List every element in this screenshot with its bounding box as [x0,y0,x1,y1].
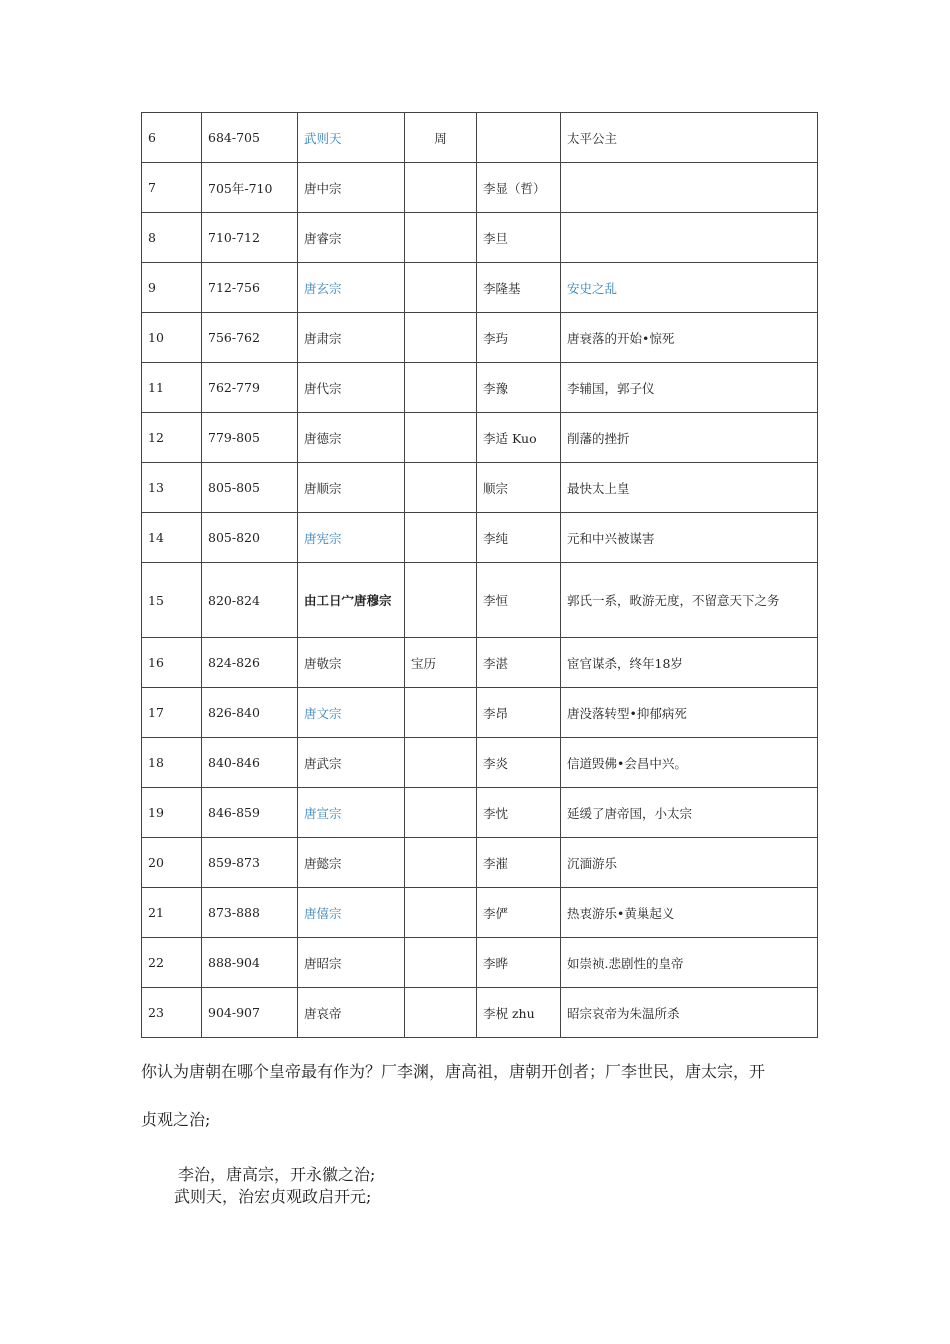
answer-line-2: 武则天，治宏贞观政启开元; [174,1187,372,1206]
cell-personal-name: 李适 Kuo [477,413,561,463]
cell-era: 周 [405,113,477,163]
answer-line-1: 李治，唐高宗，开永徽之治; [178,1165,376,1184]
cell-years: 826-840 [202,688,298,738]
cell-emperor: 唐顺宗 [298,463,405,513]
cell-years: 904-907 [202,988,298,1038]
cell-note [561,163,818,213]
table-row [142,788,818,838]
cell-era [405,988,477,1038]
cell-emperor: 唐哀帝 [298,988,405,1038]
cell-personal-name: 李恒 [477,563,561,638]
table-row [142,363,818,413]
cell-number: 7 [142,163,202,213]
cell-emperor-link[interactable]: 唐宪宗 [298,513,405,563]
cell-personal-name: 李俨 [477,888,561,938]
cell-note: 宦官谋杀，终年18岁 [561,638,818,688]
cell-emperor: 唐懿宗 [298,838,405,888]
cell-era [405,363,477,413]
cell-number: 6 [142,113,202,163]
cell-personal-name: 李纯 [477,513,561,563]
cell-personal-name: 李柷 zhu [477,988,561,1038]
cell-note: 唐没落转型•抑郁病死 [561,688,818,738]
cell-era [405,213,477,263]
cell-note: 沉湎游乐 [561,838,818,888]
cell-note: 太平公主 [561,113,818,163]
cell-personal-name: 李玙 [477,313,561,363]
cell-emperor: 唐武宗 [298,738,405,788]
cell-emperor: 由工日宀唐穆宗 [298,563,405,638]
cell-emperor: 唐德宗 [298,413,405,463]
cell-number: 11 [142,363,202,413]
cell-emperor-link[interactable]: 唐文宗 [298,688,405,738]
cell-note: 唐衰落的开始•惊死 [561,313,818,363]
cell-number: 10 [142,313,202,363]
cell-emperor: 唐代宗 [298,363,405,413]
table-row [142,988,818,1038]
cell-years: 712-756 [202,263,298,313]
cell-number: 16 [142,638,202,688]
table-row [142,888,818,938]
cell-era [405,163,477,213]
table-row [142,213,818,263]
cell-years: 762-779 [202,363,298,413]
cell-era [405,688,477,738]
cell-number: 15 [142,563,202,638]
table-row [142,263,818,313]
cell-emperor-link[interactable]: 武则天 [298,113,405,163]
cell-era [405,313,477,363]
cell-era [405,263,477,313]
cell-number: 9 [142,263,202,313]
cell-years: 805-820 [202,513,298,563]
cell-emperor: 唐中宗 [298,163,405,213]
cell-era [405,513,477,563]
cell-years: 705年-710 [202,163,298,213]
table-row [142,563,818,638]
cell-personal-name: 李豫 [477,363,561,413]
cell-era [405,938,477,988]
cell-years: 888-904 [202,938,298,988]
cell-number: 20 [142,838,202,888]
cell-note: 郭氏一系，畋游无度，不留意天下之务 [561,563,818,638]
cell-era [405,738,477,788]
cell-era: 宝历 [405,638,477,688]
cell-number: 22 [142,938,202,988]
cell-years: 710-712 [202,213,298,263]
cell-years: 684-705 [202,113,298,163]
cell-note: 热衷游乐•黄巢起义 [561,888,818,938]
cell-note: 信道毁佛•会昌中兴。 [561,738,818,788]
table-row [142,638,818,688]
cell-number: 13 [142,463,202,513]
cell-emperor: 唐昭宗 [298,938,405,988]
cell-note: 李辅国，郭子仪 [561,363,818,413]
table-row [142,688,818,738]
table-row [142,463,818,513]
cell-years: 824-826 [202,638,298,688]
cell-note-link[interactable]: 安史之乱 [561,263,818,313]
cell-era [405,788,477,838]
cell-emperor-link[interactable]: 唐僖宗 [298,888,405,938]
emperor-table [141,112,818,1038]
cell-years: 805-805 [202,463,298,513]
cell-era [405,413,477,463]
cell-number: 17 [142,688,202,738]
cell-note [561,213,818,263]
cell-personal-name: 顺宗 [477,463,561,513]
cell-number: 23 [142,988,202,1038]
cell-number: 18 [142,738,202,788]
cell-era [405,888,477,938]
cell-personal-name [477,113,561,163]
table-row [142,113,818,163]
cell-emperor-link[interactable]: 唐玄宗 [298,263,405,313]
cell-personal-name: 李湛 [477,638,561,688]
cell-years: 756-762 [202,313,298,363]
cell-personal-name: 李旦 [477,213,561,263]
cell-personal-name: 李漼 [477,838,561,888]
cell-era [405,463,477,513]
cell-emperor: 唐肃宗 [298,313,405,363]
cell-personal-name: 李忱 [477,788,561,838]
cell-note: 如崇祯.悲剧性的皇帝 [561,938,818,988]
table-row [142,513,818,563]
cell-years: 820-824 [202,563,298,638]
question-line-2: 贞观之治; [141,1110,211,1129]
cell-number: 12 [142,413,202,463]
cell-personal-name: 李隆基 [477,263,561,313]
question-line-1: 你认为唐朝在哪个皇帝最有作为？厂李渊，唐高祖，唐朝开创者；厂李世民，唐太宗，开 [141,1062,766,1081]
table-row [142,938,818,988]
cell-number: 19 [142,788,202,838]
cell-emperor: 唐敬宗 [298,638,405,688]
cell-number: 8 [142,213,202,263]
cell-years: 873-888 [202,888,298,938]
cell-number: 21 [142,888,202,938]
cell-note: 延缓了唐帝国，小太宗 [561,788,818,838]
cell-years: 846-859 [202,788,298,838]
cell-years: 779-805 [202,413,298,463]
cell-personal-name: 李显（哲） [477,163,561,213]
cell-personal-name: 李昂 [477,688,561,738]
cell-emperor: 唐睿宗 [298,213,405,263]
cell-era [405,838,477,888]
cell-note: 削藩的挫折 [561,413,818,463]
table-row [142,313,818,363]
table-row [142,738,818,788]
table-row [142,163,818,213]
cell-years: 859-873 [202,838,298,888]
cell-note: 元和中兴被谋害 [561,513,818,563]
cell-era [405,563,477,638]
cell-years: 840-846 [202,738,298,788]
cell-number: 14 [142,513,202,563]
table-row [142,413,818,463]
cell-emperor-link[interactable]: 唐宣宗 [298,788,405,838]
cell-note: 昭宗哀帝为朱温所杀 [561,988,818,1038]
cell-note: 最快太上皇 [561,463,818,513]
cell-personal-name: 李晔 [477,938,561,988]
cell-personal-name: 李炎 [477,738,561,788]
table-row [142,838,818,888]
